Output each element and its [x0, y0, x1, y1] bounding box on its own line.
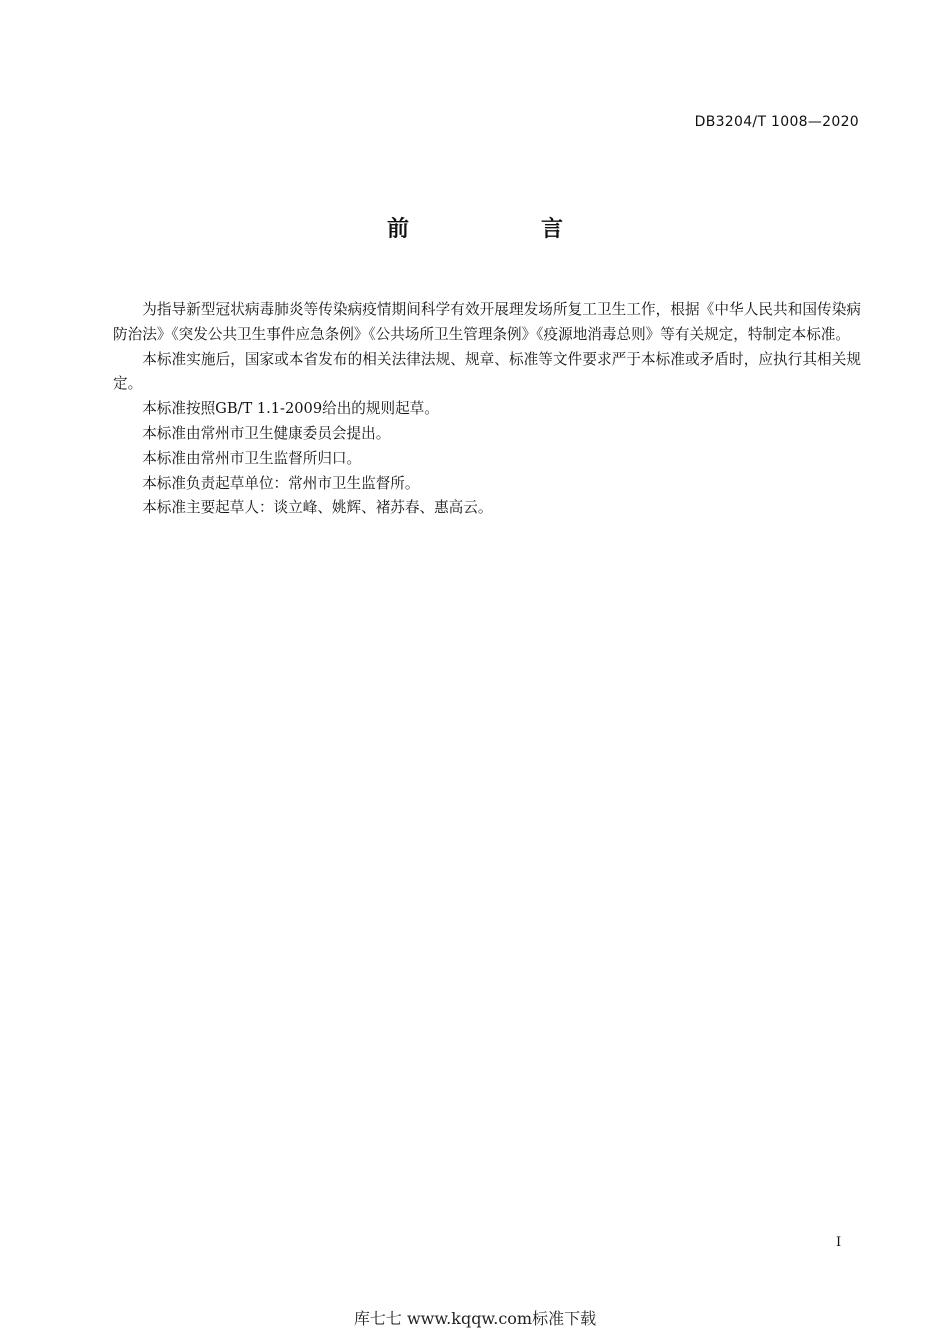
foreword-body: [113, 298, 861, 521]
paragraph-drafters: 本标准主要起草人：谈立峰、姚辉、褚苏春、惠高云。: [142, 499, 493, 517]
paragraph-proposer: 本标准由常州市卫生健康委员会提出。: [142, 424, 391, 442]
paragraph-purpose: 为指导新型冠状病毒肺炎等传染病疫情期间科学有效开展理发场所复工卫生工作，根据《中华人民共和国传染病防治法》《突发公共卫生事件应急条例》《公共场所卫生管理条例》《疫源地消毒总则》等有关规定，特制定本标准。: [113, 301, 861, 343]
page-number: I: [836, 1235, 842, 1250]
footer-watermark: 库七七 www.kqqw.com标准下载: [353, 1309, 597, 1328]
paragraph-administrator: 本标准由常州市卫生监督所归口。: [142, 449, 362, 467]
document-code: DB3204/T 1008—2020: [694, 114, 859, 130]
paragraph-precedence: 本标准实施后，国家或本省发布的相关法律法规、规章、标准等文件要求严于本标准或矛盾时，应执行其相关规定。: [113, 350, 861, 393]
page-title: 前 言: [386, 217, 618, 242]
paragraph-drafting-unit: 本标准负责起草单位：常州市卫生监督所。: [142, 474, 420, 492]
paragraph-drafting-rules: 本标准按照GB/T 1.1-2009给出的规则起草。: [142, 400, 439, 418]
